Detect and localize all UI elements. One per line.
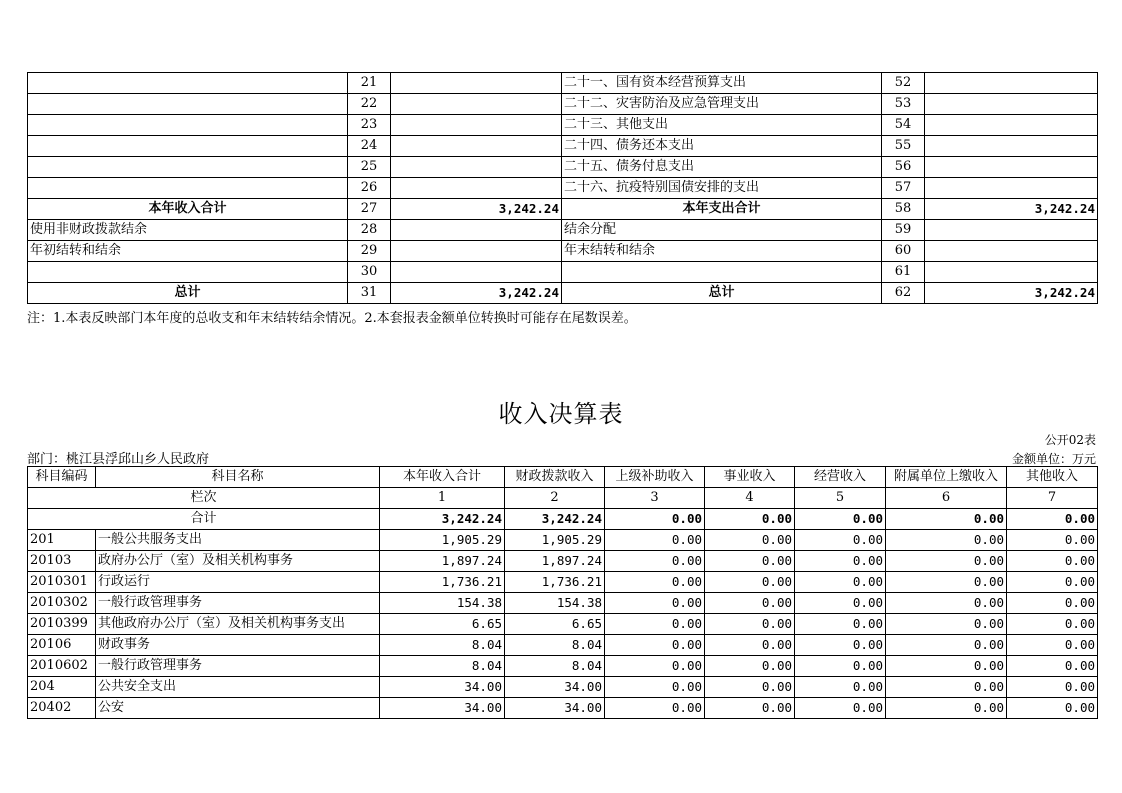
total-label: 合计 bbox=[28, 509, 380, 530]
income-line-number: 26 bbox=[348, 178, 391, 199]
expense-line-number: 52 bbox=[882, 73, 925, 94]
expense-amount bbox=[925, 178, 1098, 199]
income-item-name: 总计 bbox=[28, 283, 348, 304]
amount-cell: 0.00 bbox=[886, 551, 1007, 572]
amount-cell: 0.00 bbox=[705, 698, 795, 719]
subject-name: 财政事务 bbox=[96, 635, 380, 656]
expense-item-name: 年末结转和结余 bbox=[562, 241, 882, 262]
amount-cell: 34.00 bbox=[380, 677, 505, 698]
expense-line-number: 54 bbox=[882, 115, 925, 136]
expense-line-number: 56 bbox=[882, 157, 925, 178]
header-cell: 经营收入 bbox=[795, 467, 886, 488]
expense-item-name: 二十二、灾害防治及应急管理支出 bbox=[562, 94, 882, 115]
expense-item-name: 二十三、其他支出 bbox=[562, 115, 882, 136]
expense-item-name: 二十一、国有资本经营预算支出 bbox=[562, 73, 882, 94]
amount-cell: 0.00 bbox=[886, 698, 1007, 719]
income-line-number: 22 bbox=[348, 94, 391, 115]
income-item-name bbox=[28, 262, 348, 283]
table-row bbox=[28, 136, 1098, 157]
table-row bbox=[28, 115, 1098, 136]
amount-cell: 0.00 bbox=[795, 530, 886, 551]
amount-cell: 6.65 bbox=[380, 614, 505, 635]
income-amount bbox=[391, 220, 562, 241]
income-line-number: 28 bbox=[348, 220, 391, 241]
column-number: 4 bbox=[705, 488, 795, 509]
column-number: 7 bbox=[1007, 488, 1098, 509]
amount-cell: 0.00 bbox=[1007, 614, 1098, 635]
table-row bbox=[28, 220, 1098, 241]
total-value: 3,242.24 bbox=[505, 509, 605, 530]
amount-cell: 0.00 bbox=[605, 677, 705, 698]
amount-cell: 8.04 bbox=[505, 656, 605, 677]
amount-cell: 0.00 bbox=[605, 551, 705, 572]
expense-item-name: 结余分配 bbox=[562, 220, 882, 241]
amount-cell: 0.00 bbox=[705, 635, 795, 656]
amount-cell: 8.04 bbox=[380, 635, 505, 656]
income-line-number: 23 bbox=[348, 115, 391, 136]
expense-amount bbox=[925, 262, 1098, 283]
header-cell: 科目名称 bbox=[96, 467, 380, 488]
amount-unit: 金额单位：万元 bbox=[1011, 452, 1096, 466]
income-amount bbox=[391, 115, 562, 136]
amount-cell: 0.00 bbox=[705, 530, 795, 551]
amount-cell: 0.00 bbox=[1007, 572, 1098, 593]
header-cell: 本年收入合计 bbox=[380, 467, 505, 488]
subject-code: 20402 bbox=[28, 698, 96, 719]
subject-name: 一般行政管理事务 bbox=[96, 593, 380, 614]
expense-line-number: 55 bbox=[882, 136, 925, 157]
expense-amount bbox=[925, 220, 1098, 241]
total-row bbox=[28, 509, 1098, 530]
amount-cell: 0.00 bbox=[795, 656, 886, 677]
income-line-number: 30 bbox=[348, 262, 391, 283]
amount-cell: 0.00 bbox=[886, 656, 1007, 677]
form-number: 公开02表 bbox=[1044, 433, 1096, 447]
amount-cell: 34.00 bbox=[505, 698, 605, 719]
income-statement-table bbox=[27, 466, 1098, 719]
subject-name: 公安 bbox=[96, 698, 380, 719]
amount-cell: 0.00 bbox=[1007, 551, 1098, 572]
subject-name: 行政运行 bbox=[96, 572, 380, 593]
amount-cell: 1,736.21 bbox=[380, 572, 505, 593]
income-item-name bbox=[28, 178, 348, 199]
column-number: 5 bbox=[795, 488, 886, 509]
expense-amount bbox=[925, 157, 1098, 178]
table-row bbox=[28, 551, 1098, 572]
department-label: 部门：桃江县浮邱山乡人民政府 bbox=[27, 452, 210, 467]
total-value: 0.00 bbox=[705, 509, 795, 530]
amount-cell: 0.00 bbox=[705, 677, 795, 698]
income-amount bbox=[391, 157, 562, 178]
expense-item-name: 本年支出合计 bbox=[562, 199, 882, 220]
amount-cell: 0.00 bbox=[705, 572, 795, 593]
amount-cell: 0.00 bbox=[605, 572, 705, 593]
amount-cell: 1,736.21 bbox=[505, 572, 605, 593]
header-cell: 财政拨款收入 bbox=[505, 467, 605, 488]
expense-line-number: 59 bbox=[882, 220, 925, 241]
table-row bbox=[28, 241, 1098, 262]
table-row bbox=[28, 178, 1098, 199]
expense-amount bbox=[925, 241, 1098, 262]
amount-cell: 0.00 bbox=[605, 530, 705, 551]
amount-cell: 1,897.24 bbox=[380, 551, 505, 572]
subject-code: 201 bbox=[28, 530, 96, 551]
income-item-name bbox=[28, 73, 348, 94]
subject-code: 20103 bbox=[28, 551, 96, 572]
table-row bbox=[28, 656, 1098, 677]
amount-cell: 0.00 bbox=[886, 677, 1007, 698]
income-line-number: 25 bbox=[348, 157, 391, 178]
total-value: 0.00 bbox=[605, 509, 705, 530]
amount-cell: 0.00 bbox=[605, 614, 705, 635]
amount-cell: 6.65 bbox=[505, 614, 605, 635]
column-number-label: 栏次 bbox=[28, 488, 380, 509]
amount-cell: 0.00 bbox=[886, 635, 1007, 656]
column-number: 2 bbox=[505, 488, 605, 509]
table-row bbox=[28, 530, 1098, 551]
table-row bbox=[28, 157, 1098, 178]
subject-code: 2010602 bbox=[28, 656, 96, 677]
amount-cell: 0.00 bbox=[795, 593, 886, 614]
amount-cell: 0.00 bbox=[1007, 530, 1098, 551]
amount-cell: 1,905.29 bbox=[380, 530, 505, 551]
amount-cell: 0.00 bbox=[886, 530, 1007, 551]
header-cell: 附属单位上缴收入 bbox=[886, 467, 1007, 488]
income-line-number: 24 bbox=[348, 136, 391, 157]
expense-line-number: 53 bbox=[882, 94, 925, 115]
amount-cell: 0.00 bbox=[886, 614, 1007, 635]
header-row bbox=[28, 467, 1098, 488]
expense-item-name: 二十四、债务还本支出 bbox=[562, 136, 882, 157]
amount-cell: 0.00 bbox=[1007, 635, 1098, 656]
income-item-name: 本年收入合计 bbox=[28, 199, 348, 220]
income-line-number: 27 bbox=[348, 199, 391, 220]
table-row bbox=[28, 572, 1098, 593]
expense-amount bbox=[925, 73, 1098, 94]
amount-cell: 1,905.29 bbox=[505, 530, 605, 551]
table-row bbox=[28, 73, 1098, 94]
header-cell: 其他收入 bbox=[1007, 467, 1098, 488]
expense-amount: 3,242.24 bbox=[925, 199, 1098, 220]
amount-cell: 0.00 bbox=[605, 656, 705, 677]
header-cell: 上级补助收入 bbox=[605, 467, 705, 488]
income-item-name: 年初结转和结余 bbox=[28, 241, 348, 262]
expense-item-name bbox=[562, 262, 882, 283]
summary-table-continued bbox=[27, 72, 1098, 304]
total-value: 3,242.24 bbox=[380, 509, 505, 530]
table-row bbox=[28, 199, 1098, 220]
expense-item-name: 总计 bbox=[562, 283, 882, 304]
table-row bbox=[28, 614, 1098, 635]
total-value: 0.00 bbox=[886, 509, 1007, 530]
amount-cell: 154.38 bbox=[505, 593, 605, 614]
subject-name: 公共安全支出 bbox=[96, 677, 380, 698]
amount-cell: 0.00 bbox=[705, 593, 795, 614]
table-row bbox=[28, 593, 1098, 614]
amount-cell: 0.00 bbox=[795, 572, 886, 593]
amount-cell: 0.00 bbox=[795, 698, 886, 719]
income-amount bbox=[391, 94, 562, 115]
income-item-name bbox=[28, 94, 348, 115]
table-row bbox=[28, 262, 1098, 283]
amount-cell: 0.00 bbox=[1007, 656, 1098, 677]
table-row bbox=[28, 698, 1098, 719]
expense-line-number: 62 bbox=[882, 283, 925, 304]
income-item-name bbox=[28, 136, 348, 157]
income-line-number: 31 bbox=[348, 283, 391, 304]
amount-cell: 8.04 bbox=[380, 656, 505, 677]
total-value: 0.00 bbox=[1007, 509, 1098, 530]
income-amount bbox=[391, 262, 562, 283]
subject-name: 政府办公厅（室）及相关机构事务 bbox=[96, 551, 380, 572]
subject-name: 一般行政管理事务 bbox=[96, 656, 380, 677]
column-number: 1 bbox=[380, 488, 505, 509]
table-row bbox=[28, 635, 1098, 656]
amount-cell: 0.00 bbox=[1007, 677, 1098, 698]
report-title: 收入决算表 bbox=[498, 400, 624, 428]
expense-amount bbox=[925, 94, 1098, 115]
amount-cell: 0.00 bbox=[1007, 698, 1098, 719]
expense-line-number: 57 bbox=[882, 178, 925, 199]
footnote: 注：1.本表反映部门本年度的总收支和年末结转结余情况。2.本套报表金额单位转换时可能存在尾数误差。 bbox=[27, 311, 637, 326]
income-amount bbox=[391, 73, 562, 94]
amount-cell: 0.00 bbox=[705, 656, 795, 677]
amount-cell: 0.00 bbox=[795, 551, 886, 572]
amount-cell: 0.00 bbox=[705, 551, 795, 572]
amount-cell: 34.00 bbox=[505, 677, 605, 698]
amount-cell: 0.00 bbox=[1007, 593, 1098, 614]
expense-amount bbox=[925, 136, 1098, 157]
amount-cell: 0.00 bbox=[605, 698, 705, 719]
income-amount bbox=[391, 136, 562, 157]
subject-code: 2010399 bbox=[28, 614, 96, 635]
expense-amount: 3,242.24 bbox=[925, 283, 1098, 304]
expense-item-name: 二十五、债务付息支出 bbox=[562, 157, 882, 178]
amount-cell: 1,897.24 bbox=[505, 551, 605, 572]
table-row bbox=[28, 283, 1098, 304]
income-amount: 3,242.24 bbox=[391, 283, 562, 304]
income-item-name bbox=[28, 115, 348, 136]
expense-item-name: 二十六、抗疫特别国债安排的支出 bbox=[562, 178, 882, 199]
amount-cell: 0.00 bbox=[605, 593, 705, 614]
amount-cell: 0.00 bbox=[795, 635, 886, 656]
header-cell: 科目编码 bbox=[28, 467, 96, 488]
amount-cell: 34.00 bbox=[380, 698, 505, 719]
subject-code: 20106 bbox=[28, 635, 96, 656]
amount-cell: 0.00 bbox=[795, 677, 886, 698]
expense-line-number: 58 bbox=[882, 199, 925, 220]
total-value: 0.00 bbox=[795, 509, 886, 530]
amount-cell: 0.00 bbox=[705, 614, 795, 635]
table-row bbox=[28, 94, 1098, 115]
column-number: 6 bbox=[886, 488, 1007, 509]
amount-cell: 0.00 bbox=[886, 572, 1007, 593]
table-row bbox=[28, 677, 1098, 698]
amount-cell: 0.00 bbox=[605, 635, 705, 656]
income-line-number: 29 bbox=[348, 241, 391, 262]
subject-code: 204 bbox=[28, 677, 96, 698]
header-cell: 事业收入 bbox=[705, 467, 795, 488]
income-amount: 3,242.24 bbox=[391, 199, 562, 220]
amount-cell: 154.38 bbox=[380, 593, 505, 614]
expense-line-number: 61 bbox=[882, 262, 925, 283]
column-number-row bbox=[28, 488, 1098, 509]
expense-amount bbox=[925, 115, 1098, 136]
income-item-name bbox=[28, 157, 348, 178]
income-amount bbox=[391, 241, 562, 262]
subject-name: 一般公共服务支出 bbox=[96, 530, 380, 551]
expense-line-number: 60 bbox=[882, 241, 925, 262]
subject-code: 2010301 bbox=[28, 572, 96, 593]
amount-cell: 0.00 bbox=[886, 593, 1007, 614]
amount-cell: 0.00 bbox=[795, 614, 886, 635]
income-line-number: 21 bbox=[348, 73, 391, 94]
income-item-name: 使用非财政拨款结余 bbox=[28, 220, 348, 241]
subject-name: 其他政府办公厅（室）及相关机构事务支出 bbox=[96, 614, 380, 635]
income-amount bbox=[391, 178, 562, 199]
subject-code: 2010302 bbox=[28, 593, 96, 614]
amount-cell: 8.04 bbox=[505, 635, 605, 656]
column-number: 3 bbox=[605, 488, 705, 509]
